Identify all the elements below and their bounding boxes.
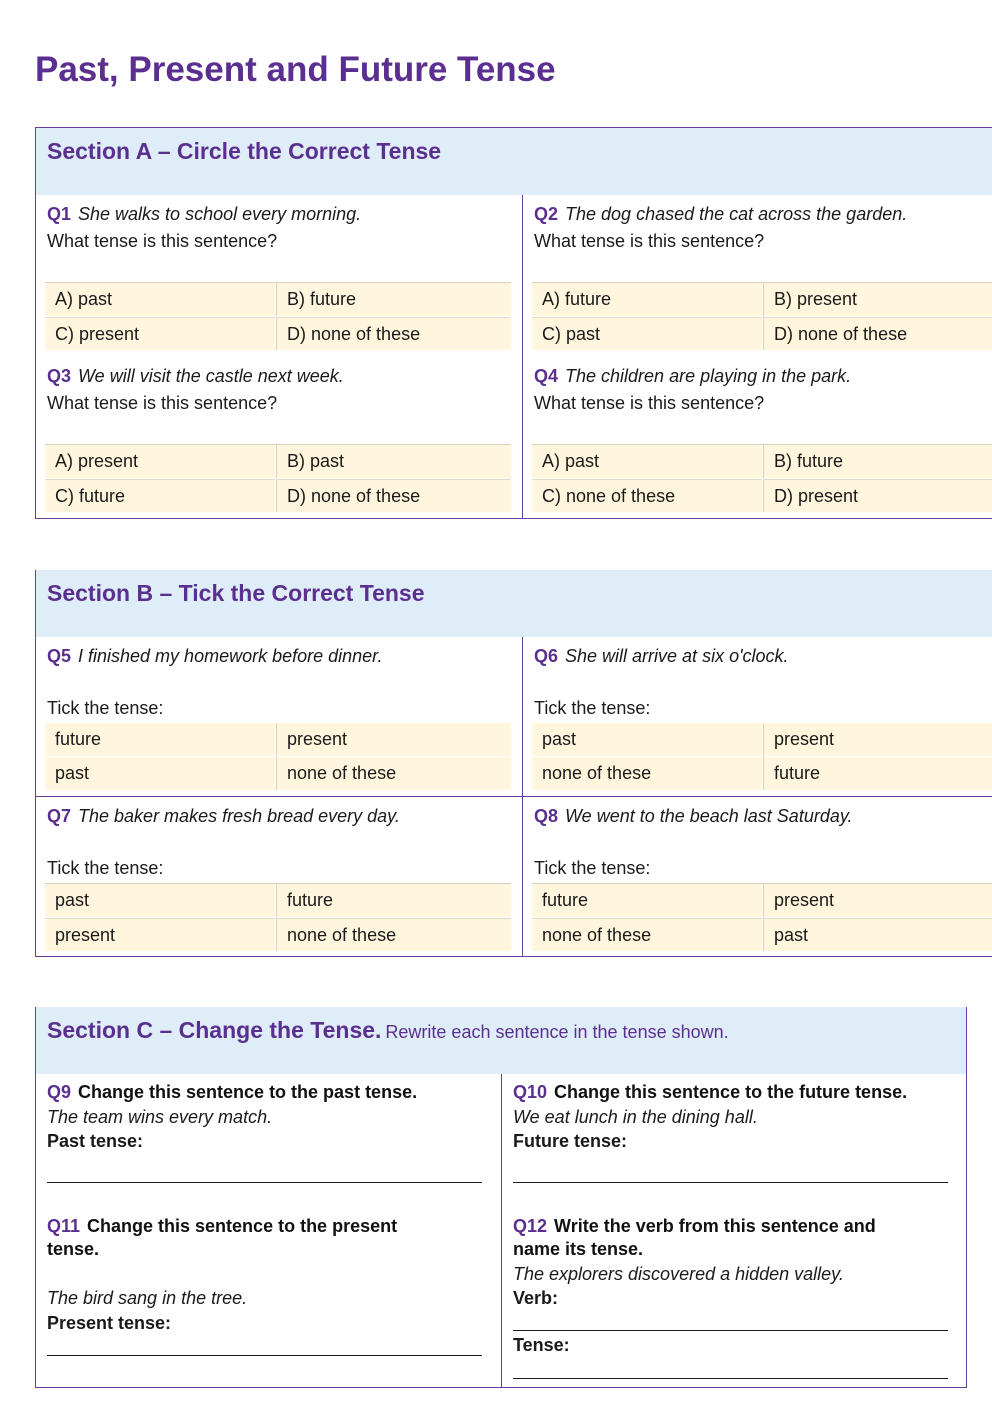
answer-line[interactable] <box>47 1355 482 1356</box>
verb-answer-line[interactable] <box>513 1330 948 1331</box>
answer-options <box>45 444 511 512</box>
question-q2 <box>522 195 992 357</box>
question-prompt: Tick the tense: <box>534 858 651 878</box>
question-sentence: The children are playing in the park. <box>565 366 852 386</box>
section-a-header <box>35 127 992 195</box>
question-number: Q9 <box>47 1082 72 1102</box>
option-c[interactable]: C) present <box>45 317 275 350</box>
question-q11 <box>35 1207 501 1387</box>
question-sentence: The dog chased the cat across the garden. <box>565 204 908 224</box>
section-a <box>35 127 992 520</box>
option-a[interactable]: A) past <box>45 283 275 316</box>
option-c[interactable]: C) future <box>45 479 275 512</box>
tick-option[interactable]: future <box>532 884 762 917</box>
tick-option[interactable]: none of these <box>276 757 511 790</box>
question-number: Q5 <box>47 646 72 666</box>
option-b[interactable]: B) future <box>763 445 992 478</box>
answer-label: Present tense: <box>47 1313 172 1333</box>
question-sentence: I finished my homework before dinner. <box>78 646 383 666</box>
question-number: Q12 <box>513 1216 548 1236</box>
question-q4 <box>522 357 992 519</box>
question-prompt: What tense is this sentence? <box>47 393 278 413</box>
question-sentence: She will arrive at six o'clock. <box>565 646 789 666</box>
answer-label: Past tense: <box>47 1131 144 1151</box>
option-d[interactable]: D) none of these <box>276 317 511 350</box>
section-c-heading <box>47 1017 729 1044</box>
section-b-heading: Section B – Tick the Correct Tense <box>47 580 425 606</box>
question-prompt: What tense is this sentence? <box>47 231 278 251</box>
question-q5 <box>35 637 522 797</box>
answer-line[interactable] <box>513 1182 948 1183</box>
question-q10 <box>501 1074 967 1214</box>
question-q3 <box>35 357 522 519</box>
option-a[interactable]: A) present <box>45 445 275 478</box>
option-b[interactable]: B) present <box>763 283 992 316</box>
section-a-heading: Section A – Circle the Correct Tense <box>47 138 442 164</box>
question-instruction: Change this sentence to the present <box>87 1216 398 1236</box>
question-number: Q8 <box>534 806 559 826</box>
tick-options <box>532 883 992 951</box>
section-c-subtitle: Rewrite each sentence in the tense shown. <box>385 1022 729 1042</box>
tense-label: Tense: <box>513 1335 570 1355</box>
option-d[interactable]: D) none of these <box>276 479 511 512</box>
question-instruction-cont: tense. <box>47 1239 100 1259</box>
question-instruction: Change this sentence to the past tense. <box>78 1082 418 1102</box>
answer-options <box>45 282 511 350</box>
tense-answer-line[interactable] <box>513 1378 948 1379</box>
option-b[interactable]: B) past <box>276 445 511 478</box>
question-number: Q10 <box>513 1082 548 1102</box>
question-instruction: Change this sentence to the future tense. <box>554 1082 908 1102</box>
tick-options <box>45 883 511 951</box>
section-b-header <box>35 570 992 637</box>
question-prompt: What tense is this sentence? <box>534 393 765 413</box>
answer-label: Future tense: <box>513 1131 628 1151</box>
tick-option[interactable]: future <box>276 884 511 917</box>
question-q7 <box>35 797 522 957</box>
question-sentence: The bird sang in the tree. <box>47 1288 248 1308</box>
tick-options <box>532 723 992 791</box>
tick-option[interactable]: past <box>763 918 992 951</box>
tick-option[interactable]: none of these <box>532 918 762 951</box>
tick-option[interactable]: past <box>532 723 762 756</box>
question-number: Q6 <box>534 646 559 666</box>
question-q8 <box>522 797 992 957</box>
question-prompt: Tick the tense: <box>47 698 164 718</box>
question-q6 <box>522 637 992 797</box>
question-prompt: Tick the tense: <box>47 858 164 878</box>
option-b[interactable]: B) future <box>276 283 511 316</box>
question-sentence: We eat lunch in the dining hall. <box>513 1107 758 1127</box>
tick-option[interactable]: past <box>45 757 275 790</box>
page-title: Past, Present and Future Tense <box>35 50 556 89</box>
question-sentence: We went to the beach last Saturday. <box>565 806 853 826</box>
tick-option[interactable]: present <box>763 723 992 756</box>
question-q1 <box>35 195 522 357</box>
section-b <box>35 570 992 958</box>
section-c-title: Section C – Change the Tense. <box>47 1017 382 1043</box>
tick-option[interactable]: future <box>45 723 275 756</box>
answer-options <box>532 444 992 512</box>
verb-label: Verb: <box>513 1288 559 1308</box>
answer-options <box>532 282 992 350</box>
question-prompt: What tense is this sentence? <box>534 231 765 251</box>
question-q12 <box>501 1207 967 1387</box>
question-number: Q1 <box>47 204 72 224</box>
tick-option[interactable]: none of these <box>532 757 762 790</box>
question-sentence: The baker makes fresh bread every day. <box>78 806 400 826</box>
question-number: Q11 <box>47 1216 81 1236</box>
section-c-header <box>35 1007 967 1074</box>
option-a[interactable]: A) past <box>532 445 762 478</box>
question-number: Q7 <box>47 806 72 826</box>
divider <box>35 1387 967 1388</box>
tick-option[interactable]: past <box>45 884 275 917</box>
question-instruction-cont: name its tense. <box>513 1239 644 1259</box>
option-a[interactable]: A) future <box>532 283 762 316</box>
question-prompt: Tick the tense: <box>534 698 651 718</box>
option-c[interactable]: C) past <box>532 317 762 350</box>
question-sentence: She walks to school every morning. <box>78 204 362 224</box>
section-c <box>35 1007 967 1388</box>
question-number: Q2 <box>534 204 559 224</box>
option-d[interactable]: D) present <box>763 479 992 512</box>
tick-option[interactable]: present <box>276 723 511 756</box>
question-number: Q4 <box>534 366 559 386</box>
tick-options <box>45 723 511 791</box>
option-d[interactable]: D) none of these <box>763 317 992 350</box>
question-sentence: The explorers discovered a hidden valley. <box>513 1264 844 1284</box>
answer-line[interactable] <box>47 1182 482 1183</box>
tick-option[interactable]: future <box>763 757 992 790</box>
question-sentence: The team wins every match. <box>47 1107 273 1127</box>
tick-option[interactable]: none of these <box>276 918 511 951</box>
tick-option[interactable]: present <box>763 884 992 917</box>
tick-option[interactable]: present <box>45 918 275 951</box>
option-c[interactable]: C) none of these <box>532 479 762 512</box>
question-number: Q3 <box>47 366 72 386</box>
question-instruction: Write the verb from this sentence and <box>554 1216 876 1236</box>
question-sentence: We will visit the castle next week. <box>78 366 344 386</box>
question-q9 <box>35 1074 501 1214</box>
